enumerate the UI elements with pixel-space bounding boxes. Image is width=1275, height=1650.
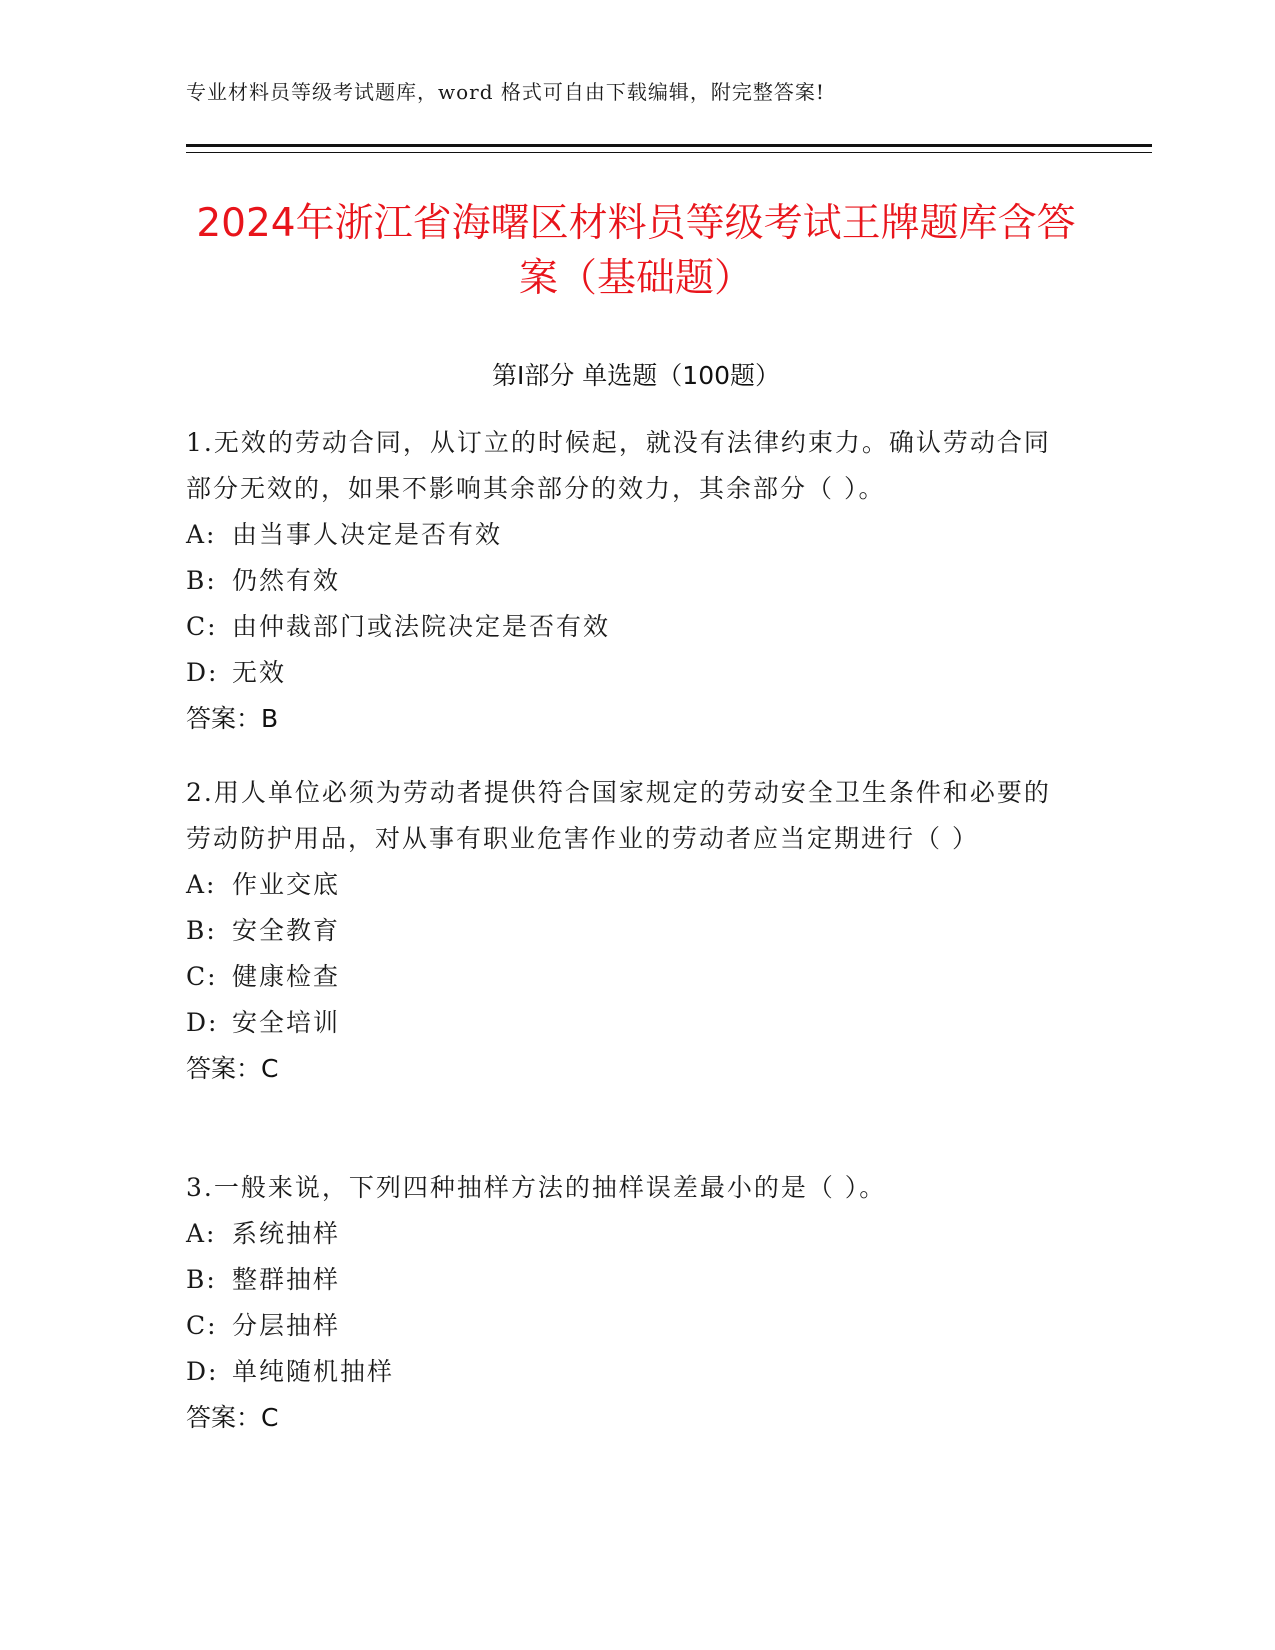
question-1	[186, 420, 1066, 742]
option-text: 健康检查	[232, 962, 341, 991]
option-text: 分层抽样	[232, 1311, 341, 1340]
option-c	[186, 604, 1066, 650]
header-divider-thin	[186, 152, 1152, 153]
header-note: 专业材料员等级考试题库，word 格式可自由下载编辑，附完整答案!	[186, 80, 825, 104]
answer-line: 答案：B	[186, 704, 279, 733]
option-letter: B:	[186, 1265, 217, 1294]
option-d	[186, 650, 1066, 696]
option-a	[186, 1211, 1066, 1257]
option-text: 安全培训	[232, 1008, 341, 1037]
option-text: 安全教育	[232, 916, 341, 945]
option-letter: C:	[186, 1311, 218, 1340]
question-stem: 2.用人单位必须为劳动者提供符合国家规定的劳动安全卫生条件和必要的劳动防护用品，对从事有职业危害作业的劳动者应当定期进行（ ）	[186, 778, 1051, 853]
option-c	[186, 954, 1066, 1000]
option-letter: D:	[186, 658, 219, 687]
option-letter: B:	[186, 566, 217, 595]
question-stem: 3.一般来说，下列四种抽样方法的抽样误差最小的是（ ）。	[186, 1173, 887, 1202]
option-text: 整群抽样	[232, 1265, 341, 1294]
option-text: 系统抽样	[232, 1219, 341, 1248]
option-text: 作业交底	[232, 870, 341, 899]
answer-line: 答案：C	[186, 1054, 279, 1083]
option-letter: A:	[186, 870, 217, 899]
section-heading: 第Ⅰ部分 单选题（100题）	[491, 361, 781, 390]
option-b	[186, 908, 1066, 954]
option-text: 仍然有效	[232, 566, 341, 595]
header-divider	[186, 144, 1152, 147]
option-letter: A:	[186, 1219, 217, 1248]
option-text: 由当事人决定是否有效	[232, 520, 503, 549]
option-text: 无效	[232, 658, 287, 687]
option-text: 单纯随机抽样	[232, 1357, 395, 1386]
question-stem: 1.无效的劳动合同，从订立的时候起，就没有法律约束力。确认劳动合同部分无效的，如果不影响其余部分的效力，其余部分（ ）。	[186, 428, 1051, 503]
question-3	[186, 1165, 1066, 1441]
option-a	[186, 512, 1066, 558]
option-text: 由仲裁部门或法院决定是否有效	[232, 612, 611, 641]
option-letter: D:	[186, 1008, 219, 1037]
answer-line: 答案：C	[186, 1403, 279, 1432]
option-d	[186, 1000, 1066, 1046]
option-d	[186, 1349, 1066, 1395]
option-b	[186, 558, 1066, 604]
document-title: 2024年浙江省海曙区材料员等级考试王牌题库含答案（基础题）	[196, 201, 1076, 301]
option-a	[186, 862, 1066, 908]
option-letter: D:	[186, 1357, 219, 1386]
option-b	[186, 1257, 1066, 1303]
option-letter: A:	[186, 520, 217, 549]
option-letter: B:	[186, 916, 217, 945]
question-2	[186, 770, 1066, 1092]
option-letter: C:	[186, 612, 218, 641]
option-letter: C:	[186, 962, 218, 991]
option-c	[186, 1303, 1066, 1349]
